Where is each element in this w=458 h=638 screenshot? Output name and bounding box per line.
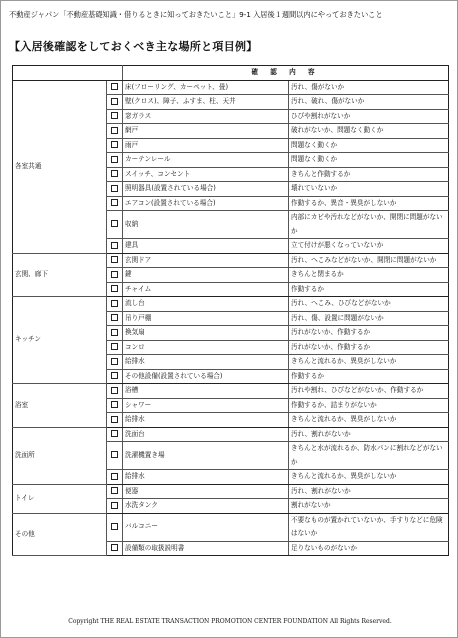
check-content-cell: 作動するか — [289, 369, 449, 384]
category-cell: 各室共通 — [13, 80, 107, 253]
checkbox[interactable] — [111, 502, 118, 509]
table-row — [13, 427, 449, 442]
item-cell: カーテンレール — [123, 153, 289, 168]
table-row — [13, 484, 449, 499]
item-cell: 建具 — [123, 239, 289, 254]
check-content-cell: きちんと作動するか — [289, 167, 449, 182]
copyright-notice: Copyright THE REAL ESTATE TRANSACTION PROMOTION CENTER FOUNDATION All Rights Reserved. — [68, 618, 392, 625]
checkbox-cell — [107, 513, 123, 541]
category-cell: 洗面所 — [13, 427, 107, 484]
check-content-cell: きちんと流れるか、異臭がしないか — [289, 413, 449, 428]
item-cell: 雨戸 — [123, 138, 289, 153]
item-cell: 流し台 — [123, 297, 289, 312]
check-content-cell: きちんと流れるか、異臭がしないか — [289, 470, 449, 485]
checkbox-cell — [107, 138, 123, 153]
checkbox[interactable] — [111, 416, 118, 423]
check-content-cell: きちんと水が流れるか、防水パンに割れなどがないか — [289, 442, 449, 470]
item-cell: 網戸 — [123, 124, 289, 139]
item-cell: シャワー — [123, 398, 289, 413]
checkbox-cell — [107, 442, 123, 470]
check-content-cell: きちんと流れるか、異臭がしないか — [289, 355, 449, 370]
checkbox-cell — [107, 326, 123, 341]
check-content-cell: 汚れ、割れがないか — [289, 484, 449, 499]
item-cell: 鍵 — [123, 268, 289, 283]
checkbox[interactable] — [111, 544, 118, 551]
checklist-table — [12, 65, 449, 556]
item-cell: 洗濯機置き場 — [123, 442, 289, 470]
checkbox-cell — [107, 268, 123, 283]
checkbox-cell — [107, 499, 123, 514]
checkbox-cell — [107, 297, 123, 312]
checkbox-cell — [107, 369, 123, 384]
check-content-cell: 不要なものが置かれていないか、手すりなどに危険はないか — [289, 513, 449, 541]
checklist-body — [13, 80, 449, 556]
checkbox[interactable] — [111, 220, 118, 227]
checkbox-cell — [107, 253, 123, 268]
check-content-cell: 汚れ、割れがないか — [289, 427, 449, 442]
checkbox[interactable] — [111, 473, 118, 480]
checkbox[interactable] — [111, 83, 118, 90]
checkbox[interactable] — [111, 387, 118, 394]
category-cell: キッチン — [13, 297, 107, 384]
checkbox-cell — [107, 80, 123, 95]
check-content-cell: 汚れ、傷がないか — [289, 80, 449, 95]
check-content-cell: 汚れがないか、作動するか — [289, 326, 449, 341]
column-header: 確 認 内 容 — [123, 66, 449, 81]
checkbox-cell — [107, 340, 123, 355]
check-content-cell: ひびや割れがないか — [289, 109, 449, 124]
check-content-cell: 汚れ、破れ、傷がないか — [289, 95, 449, 110]
check-content-cell: きちんと閉まるか — [289, 268, 449, 283]
checkbox-cell — [107, 167, 123, 182]
item-cell: 玄関ドア — [123, 253, 289, 268]
checkbox[interactable] — [111, 199, 118, 206]
checkbox[interactable] — [111, 256, 118, 263]
item-cell: スイッチ、コンセント — [123, 167, 289, 182]
item-cell: 浴槽 — [123, 384, 289, 399]
item-cell: エアコン(設置されている場合) — [123, 196, 289, 211]
item-cell: コンロ — [123, 340, 289, 355]
item-cell: 洗面台 — [123, 427, 289, 442]
breadcrumb: 不動産ジャパン「不動産基礎知識・借りるときに知っておきたいこと」9-1 入居後１週間以内にやっておきたいこと — [9, 10, 383, 19]
checkbox-cell — [107, 196, 123, 211]
check-content-cell: 作動するか — [289, 282, 449, 297]
checkbox[interactable] — [111, 300, 118, 307]
item-cell: バルコニー — [123, 513, 289, 541]
item-cell: 窓ガラス — [123, 109, 289, 124]
check-content-cell: 作動するか、詰まりがないか — [289, 398, 449, 413]
category-cell: 浴室 — [13, 384, 107, 428]
item-cell: 水洗タンク — [123, 499, 289, 514]
checkbox-cell — [107, 311, 123, 326]
checkbox-cell — [107, 470, 123, 485]
checkbox-cell — [107, 484, 123, 499]
checkbox[interactable] — [111, 98, 118, 105]
checkbox-cell — [107, 211, 123, 239]
check-content-cell: 問題なく動くか — [289, 138, 449, 153]
category-cell: 玄関、廊下 — [13, 253, 107, 297]
check-content-cell: 足りないものがないか — [289, 541, 449, 556]
checkbox[interactable] — [111, 271, 118, 278]
checkbox[interactable] — [111, 285, 118, 292]
checkbox[interactable] — [111, 112, 118, 119]
checkbox-cell — [107, 239, 123, 254]
table-row — [13, 80, 449, 95]
checkbox[interactable] — [111, 343, 118, 350]
header-blank-cell — [13, 66, 123, 81]
table-header-row — [13, 66, 449, 81]
checkbox-cell — [107, 355, 123, 370]
check-content-cell: 汚れ、へこみなどがないか、開閉に問題がないか — [289, 253, 449, 268]
checkbox-cell — [107, 427, 123, 442]
item-cell: 給排水 — [123, 413, 289, 428]
check-content-cell: 割れがないか — [289, 499, 449, 514]
checkbox[interactable] — [111, 185, 118, 192]
check-content-cell: 破れがないか、問題なく動くか — [289, 124, 449, 139]
check-content-cell: 壊れていないか — [289, 182, 449, 197]
checkbox[interactable] — [111, 523, 118, 530]
check-content-cell: 汚れがないか、作動するか — [289, 340, 449, 355]
checkbox-cell — [107, 398, 123, 413]
table-row — [13, 253, 449, 268]
category-cell: トイレ — [13, 484, 107, 513]
table-row — [13, 297, 449, 312]
category-cell: その他 — [13, 513, 107, 556]
item-cell: チャイム — [123, 282, 289, 297]
item-cell: 壁(クロス)、障子、ふすま、柱、天井 — [123, 95, 289, 110]
checkbox[interactable] — [111, 451, 118, 458]
item-cell: 床(フローリング、カーペット、畳) — [123, 80, 289, 95]
checkbox-cell — [107, 153, 123, 168]
checkbox[interactable] — [111, 170, 118, 177]
check-content-cell: 汚れや割れ、ひびなどがないか、作動するか — [289, 384, 449, 399]
checkbox-cell — [107, 541, 123, 556]
check-content-cell: 汚れ、へこみ、ひびなどがないか — [289, 297, 449, 312]
item-cell: 収納 — [123, 211, 289, 239]
checkbox[interactable] — [111, 401, 118, 408]
checkbox-cell — [107, 384, 123, 399]
item-cell: 給排水 — [123, 355, 289, 370]
item-cell: 給排水 — [123, 470, 289, 485]
checkbox[interactable] — [111, 372, 118, 379]
checkbox-cell — [107, 109, 123, 124]
check-content-cell: 内部にカビや汚れなどがないか、開閉に問題がないか — [289, 211, 449, 239]
checkbox[interactable] — [111, 156, 118, 163]
check-content-cell: 立て付けが悪くなっていないか — [289, 239, 449, 254]
checkbox[interactable] — [111, 430, 118, 437]
checkbox[interactable] — [111, 314, 118, 321]
checkbox[interactable] — [111, 141, 118, 148]
checkbox[interactable] — [111, 127, 118, 134]
check-content-cell: 作動するか、異音・異臭がしないか — [289, 196, 449, 211]
table-row — [13, 513, 449, 541]
item-cell: 換気扇 — [123, 326, 289, 341]
checkbox[interactable] — [111, 329, 118, 336]
page-title: 【入居後確認をしておくべき主な場所と項目例】 — [9, 40, 258, 53]
item-cell: 照明器具(設置されている場合) — [123, 182, 289, 197]
checkbox[interactable] — [111, 487, 118, 494]
checkbox[interactable] — [111, 358, 118, 365]
checkbox-cell — [107, 413, 123, 428]
checkbox-cell — [107, 182, 123, 197]
checkbox-cell — [107, 282, 123, 297]
item-cell: 便器 — [123, 484, 289, 499]
table-row — [13, 384, 449, 399]
checkbox-cell — [107, 95, 123, 110]
item-cell: 吊り戸棚 — [123, 311, 289, 326]
item-cell: その他設備(設置されている場合) — [123, 369, 289, 384]
check-content-cell: 問題なく動くか — [289, 153, 449, 168]
item-cell: 設備類の取扱説明書 — [123, 541, 289, 556]
checkbox-cell — [107, 124, 123, 139]
check-content-cell: 汚れ、傷、設置に問題がないか — [289, 311, 449, 326]
checkbox[interactable] — [111, 242, 118, 249]
